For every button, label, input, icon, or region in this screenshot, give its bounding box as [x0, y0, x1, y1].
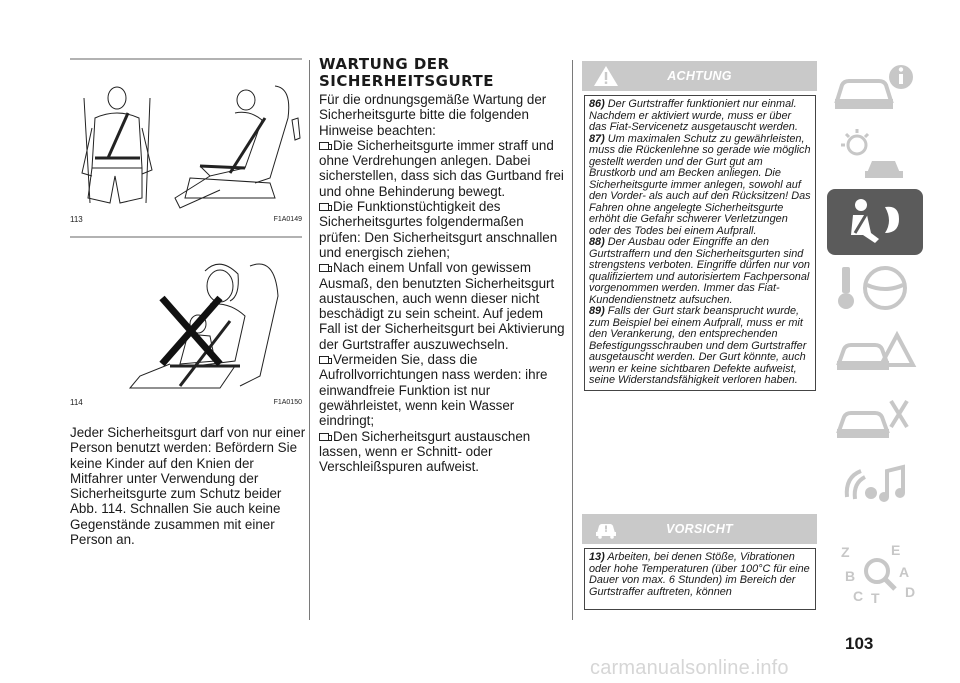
warning-item-text: Der Gurtstraffer funktioniert nur einmal. Nachdem er aktiviert wurde, muss er über das Fiat-Servicenetz ausgetauscht werden. — [589, 98, 798, 133]
bullet-text: Die Funktionstüchtigkeit des Sicherheitsgurtes folgendermaßen prüfen: Den Sicherheitsgurt anschnallen und energisch ziehen; — [319, 199, 558, 260]
warning-item-number: 89) — [589, 305, 605, 317]
column2-body — [319, 92, 565, 474]
bullet-text: Nach einem Unfall von gewissem Ausmaß, den benutzten Sicherheitsgurt austauschen, auch wenn dieser nicht beschädigt zu sein scheint. Auf jedem Fall ist der Sicherheitsgurt bei Aktivierung der Gurtstraffer auszuwechseln. — [319, 260, 565, 352]
figure-114-number: 114 — [70, 398, 83, 407]
index-letter: E — [891, 542, 901, 558]
warning-item — [589, 99, 811, 134]
sidebar-tab-multimedia[interactable] — [827, 453, 923, 519]
figure-113-code: F1A0149 — [273, 216, 302, 223]
figure-113-illustration — [70, 58, 302, 218]
caution-header — [582, 514, 817, 544]
sidebar-tab-emergency[interactable] — [827, 321, 923, 387]
figure-114 — [70, 236, 302, 414]
warning-box — [584, 95, 816, 391]
car-info-icon — [827, 57, 923, 123]
seatbelt-airbag-icon — [827, 189, 923, 255]
warning-item-text: Um maximalen Schutz zu gewährleisten, muss die Rückenlehne so gerade wie möglich gestellt werden und der Gurt gut am Brustkorb und am Becken anliegen. Die Sicherheitsgurte immer anlegen, sowohl auf den Vorder- als auch auf den Rücksitzen! Das Fahren ohne angelegte Sicherheitsgurte erhöht die Gefahr schwerer Verletzungen oder des Todes bei einem Aufprall. — [589, 132, 811, 237]
index-letter: B — [845, 568, 856, 584]
section-heading-line1: WARTUNG DER — [319, 55, 450, 73]
column-divider-2 — [572, 60, 573, 620]
sidebar-tab-index[interactable] — [827, 541, 923, 607]
warning-item-number: 86) — [589, 98, 605, 110]
key-steering-wheel-icon — [827, 255, 923, 321]
warning-header — [582, 61, 817, 91]
bullet-icon — [319, 433, 329, 441]
warning-item-number: 87) — [589, 132, 605, 145]
bullet-item — [319, 199, 565, 260]
watermark: carmanualsonline.info — [590, 657, 789, 679]
caution-title: VORSICHT — [666, 522, 733, 536]
index-letter: A — [899, 564, 910, 580]
bullet-icon — [319, 203, 329, 211]
caution-item-number: 13) — [589, 551, 605, 563]
bullet-text: Vermeiden Sie, dass die Aufrollvorrichtungen nass werden: ihre einwandfreie Funktion ist nur gewährleistet, wenn kein Wasser eindringt; — [319, 352, 548, 429]
warning-item-text: Falls der Gurt stark beansprucht wurde, zum Beispiel bei einem Aufprall, muss er mit den Verankerung, den entsprechenden Befestigungsschrauben und dem Gurtstraffer ausgetauscht werden. Der Gurt könnte, auch wenn er keine sichtbaren Defekte aufweist, seine Widerstandsfähigkeit verloren haben. — [589, 305, 807, 386]
bullet-item — [319, 429, 565, 475]
sidebar-tab-car-info[interactable] — [827, 57, 923, 123]
warning-item-text: Der Ausbau oder Eingriffe an den Gurtstraffern und den Sicherheitsgurten sind strengstens verboten. Eingriffe dürfen nur von qualifiziertem und autorisiertem Fachpersonal vorgenommen werden. Immer das Fiat-Kundendienstnetz aufsuchen. — [589, 236, 810, 306]
bullet-item — [319, 138, 565, 199]
caution-box — [584, 548, 816, 610]
intro-paragraph: Für die ordnungsgemäße Wartung der Sicherheitsgurte bitte die folgenden Hinweise beachten: — [319, 92, 547, 138]
alphabetical-index-icon — [827, 541, 923, 607]
warning-item — [589, 134, 811, 238]
figure-113 — [70, 58, 302, 228]
page-number: 103 — [845, 634, 874, 653]
dashboard-lights-icon — [827, 123, 923, 189]
section-heading — [319, 56, 559, 90]
sidebar-tab-starting-driving[interactable] — [827, 255, 923, 321]
index-letter: Z — [841, 544, 850, 560]
figure-113-number: 113 — [70, 215, 83, 224]
bullet-text: Den Sicherheitsgurt austauschen lassen, wenn er Schnitt- oder Verschleißspuren aufweist. — [319, 428, 531, 475]
bullet-text: Die Sicherheitsgurte immer straff und ohne Verdrehungen anlegen. Dabei sicherstellen, dass sich das Gurtband frei und ohne Behinderung bewegt. — [319, 137, 564, 199]
index-letter: C — [853, 588, 864, 604]
warning-item-number: 88) — [589, 236, 605, 248]
car-warning-triangle-icon — [827, 321, 923, 387]
caution-item — [589, 552, 811, 598]
warning-item — [589, 306, 811, 387]
warning-title: ACHTUNG — [667, 69, 732, 83]
column1-paragraph: Jeder Sicherheitsgurt darf von nur einer Person benutzt werden: Befördern Sie keine Kinder auf den Knien der Mitfahrer unter Verwendung der Sicherheitsgurte zum Schutz beider Abb. 114. Schnallen Sie auch keine Gegenstände zusammen mit einer Person an. — [70, 425, 306, 548]
bullet-icon — [319, 142, 329, 150]
bullet-icon — [319, 356, 329, 364]
sidebar-tab-safety[interactable] — [827, 189, 923, 255]
car-service-tools-icon — [827, 387, 923, 453]
sidebar-tab-maintenance[interactable] — [827, 387, 923, 453]
caution-item-text: Arbeiten, bei denen Stöße, Vibrationen oder hohe Temperaturen (über 100°C für eine Dauer von max. 6 Stunden) im Bereich der Gurtstraffer auftreten, können — [589, 551, 810, 598]
index-letter: T — [871, 590, 880, 606]
multimedia-icon — [827, 453, 923, 519]
bullet-icon — [319, 264, 329, 272]
index-letter: D — [905, 584, 916, 600]
warning-item — [589, 237, 811, 306]
figure-114-code: F1A0150 — [273, 399, 302, 406]
bullet-item — [319, 352, 565, 428]
section-heading-line2: SICHERHEITSGURTE — [319, 72, 495, 90]
bullet-item — [319, 260, 565, 352]
sidebar-tab-dashboard[interactable] — [827, 123, 923, 189]
figure-114-illustration — [70, 236, 302, 396]
